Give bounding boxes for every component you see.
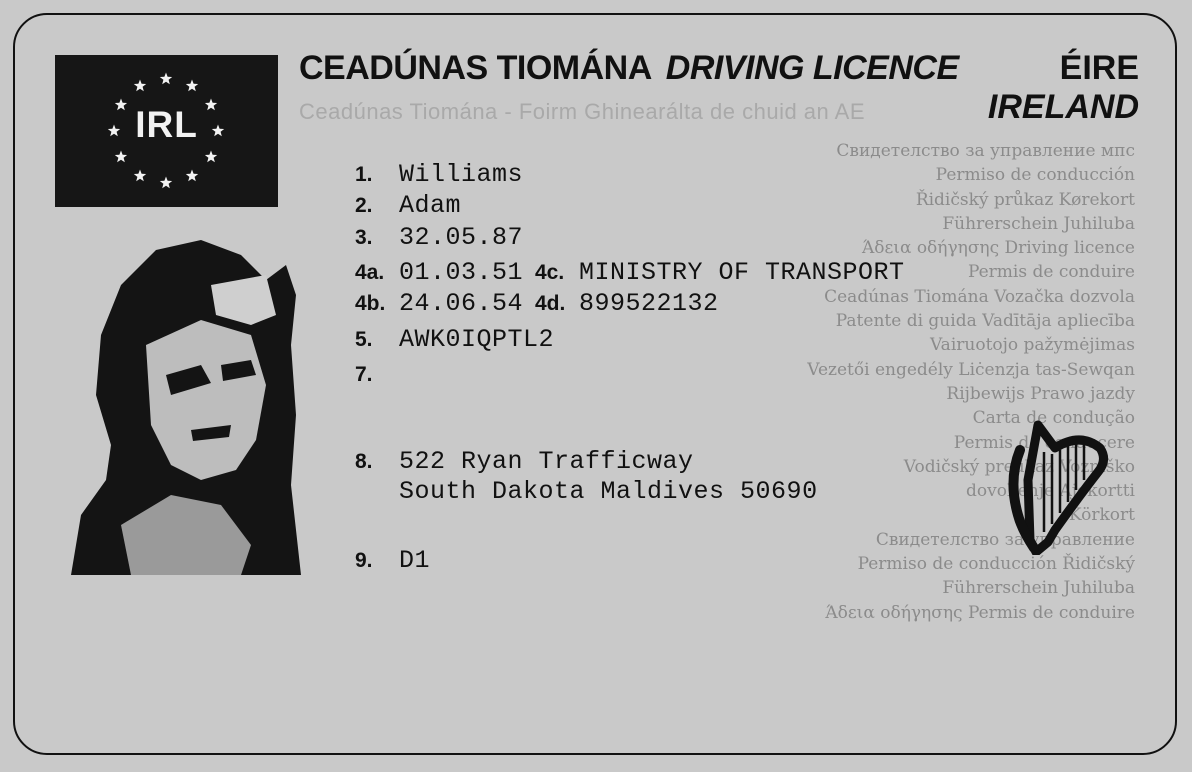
multilingual-line: dovoljenje Ajokortti	[966, 481, 1135, 502]
multilingual-line: Vodičský preukaz Vozniško	[903, 456, 1135, 477]
field-birth-date	[355, 223, 523, 252]
eu-star-icon	[160, 177, 172, 189]
multilingual-line: Führerschein Juhiluba	[942, 213, 1135, 234]
field-issuing-authority	[535, 258, 905, 287]
driving-licence-card	[13, 13, 1177, 755]
field-address-line2	[399, 477, 818, 506]
field-licence-number	[355, 325, 554, 354]
eu-star-icon	[186, 170, 198, 182]
field-label: 9.	[355, 549, 373, 572]
multilingual-line: Řidičský průkaz Kørekort	[915, 189, 1135, 210]
field-label: 4b.	[355, 292, 386, 315]
eu-star-icon	[186, 80, 198, 92]
country-english: IRELAND	[987, 88, 1139, 126]
eu-star-icon	[115, 151, 127, 163]
address-line1: 522 Ryan Trafficway	[399, 447, 694, 476]
multilingual-line: Carta de condução	[972, 408, 1135, 429]
multilingual-line: Patente di guida Vadītāja apliecība	[835, 311, 1135, 332]
categories-value: D1	[399, 546, 431, 575]
field-label: 4c.	[535, 261, 565, 284]
harp-icon	[1000, 420, 1110, 555]
licence-number-value: AWK0IQPTL2	[399, 325, 555, 354]
country-code: IRL	[135, 104, 198, 145]
multilingual-line: Άδεια οδήγησης Permis de conduire	[825, 602, 1135, 623]
given-name-value: Adam	[399, 191, 462, 220]
eu-star-icon	[134, 80, 146, 92]
title-english: DRIVING LICENCE	[665, 49, 959, 87]
field-label: 4d.	[535, 292, 566, 315]
eu-flag-icon	[55, 55, 278, 207]
field-given-name	[355, 191, 461, 220]
multilingual-line: Ceadúnas Tiomána Vozačka dozvola	[824, 286, 1135, 307]
country-irish: ÉIRE	[1059, 49, 1139, 87]
multilingual-line: Vairuotojo pažymėjimas	[929, 335, 1135, 356]
multilingual-line: Свидетелство за управление	[875, 529, 1135, 550]
field-label: 8.	[355, 450, 373, 473]
title-irish: CEADÚNAS TIOMÁNA	[299, 49, 652, 87]
address-line2: South Dakota Maldives 50690	[399, 477, 818, 506]
issue-date-value: 01.03.51	[399, 258, 524, 287]
holder-photo	[51, 225, 301, 575]
admin-number-value: 899522132	[579, 289, 719, 318]
eu-star-icon	[160, 73, 172, 85]
multilingual-line: Rijbewijs Prawo jazdy	[946, 383, 1135, 404]
field-label: 5.	[355, 328, 373, 351]
licence-subtitle: Ceadúnas Tiomána - Foirm Ghinearálta de chuid an AE	[299, 99, 866, 124]
multilingual-line: Führerschein Juhiluba	[942, 578, 1135, 599]
multilingual-line: Άδεια οδήγησης Driving licence	[861, 238, 1135, 259]
field-categories	[355, 546, 430, 575]
field-address	[355, 447, 694, 476]
eu-star-icon	[134, 170, 146, 182]
field-label: 4a.	[355, 261, 385, 284]
multilingual-line: Permiso de conducción Řidičský	[857, 554, 1135, 575]
expiry-date-value: 24.06.54	[399, 289, 524, 318]
field-label: 7.	[355, 363, 373, 386]
field-admin-number	[535, 289, 719, 318]
field-issue-date	[355, 258, 523, 287]
field-expiry-date	[355, 289, 523, 318]
field-label: 3.	[355, 226, 373, 249]
multilingual-line: Permiso de conducción	[935, 165, 1135, 186]
issuing-authority-value: MINISTRY OF TRANSPORT	[579, 258, 905, 287]
birth-date-value: 32.05.87	[399, 223, 524, 252]
multilingual-line: Permis de conducere	[953, 432, 1135, 453]
field-label: 1.	[355, 163, 373, 186]
multilingual-line: Permis de conduire	[967, 262, 1135, 283]
field-surname	[355, 160, 523, 189]
field-label: 2.	[355, 194, 373, 217]
licence-title	[299, 49, 959, 88]
field-signature	[355, 360, 399, 389]
multilingual-line: Свидетелство за управление мпс	[836, 141, 1135, 161]
eu-star-icon	[205, 151, 217, 163]
multilingual-line: Körkort	[1068, 505, 1135, 526]
multilingual-line: Vezetői engedély Liċenzja tas-Sewqan	[807, 359, 1135, 380]
surname-value: Williams	[399, 160, 524, 189]
